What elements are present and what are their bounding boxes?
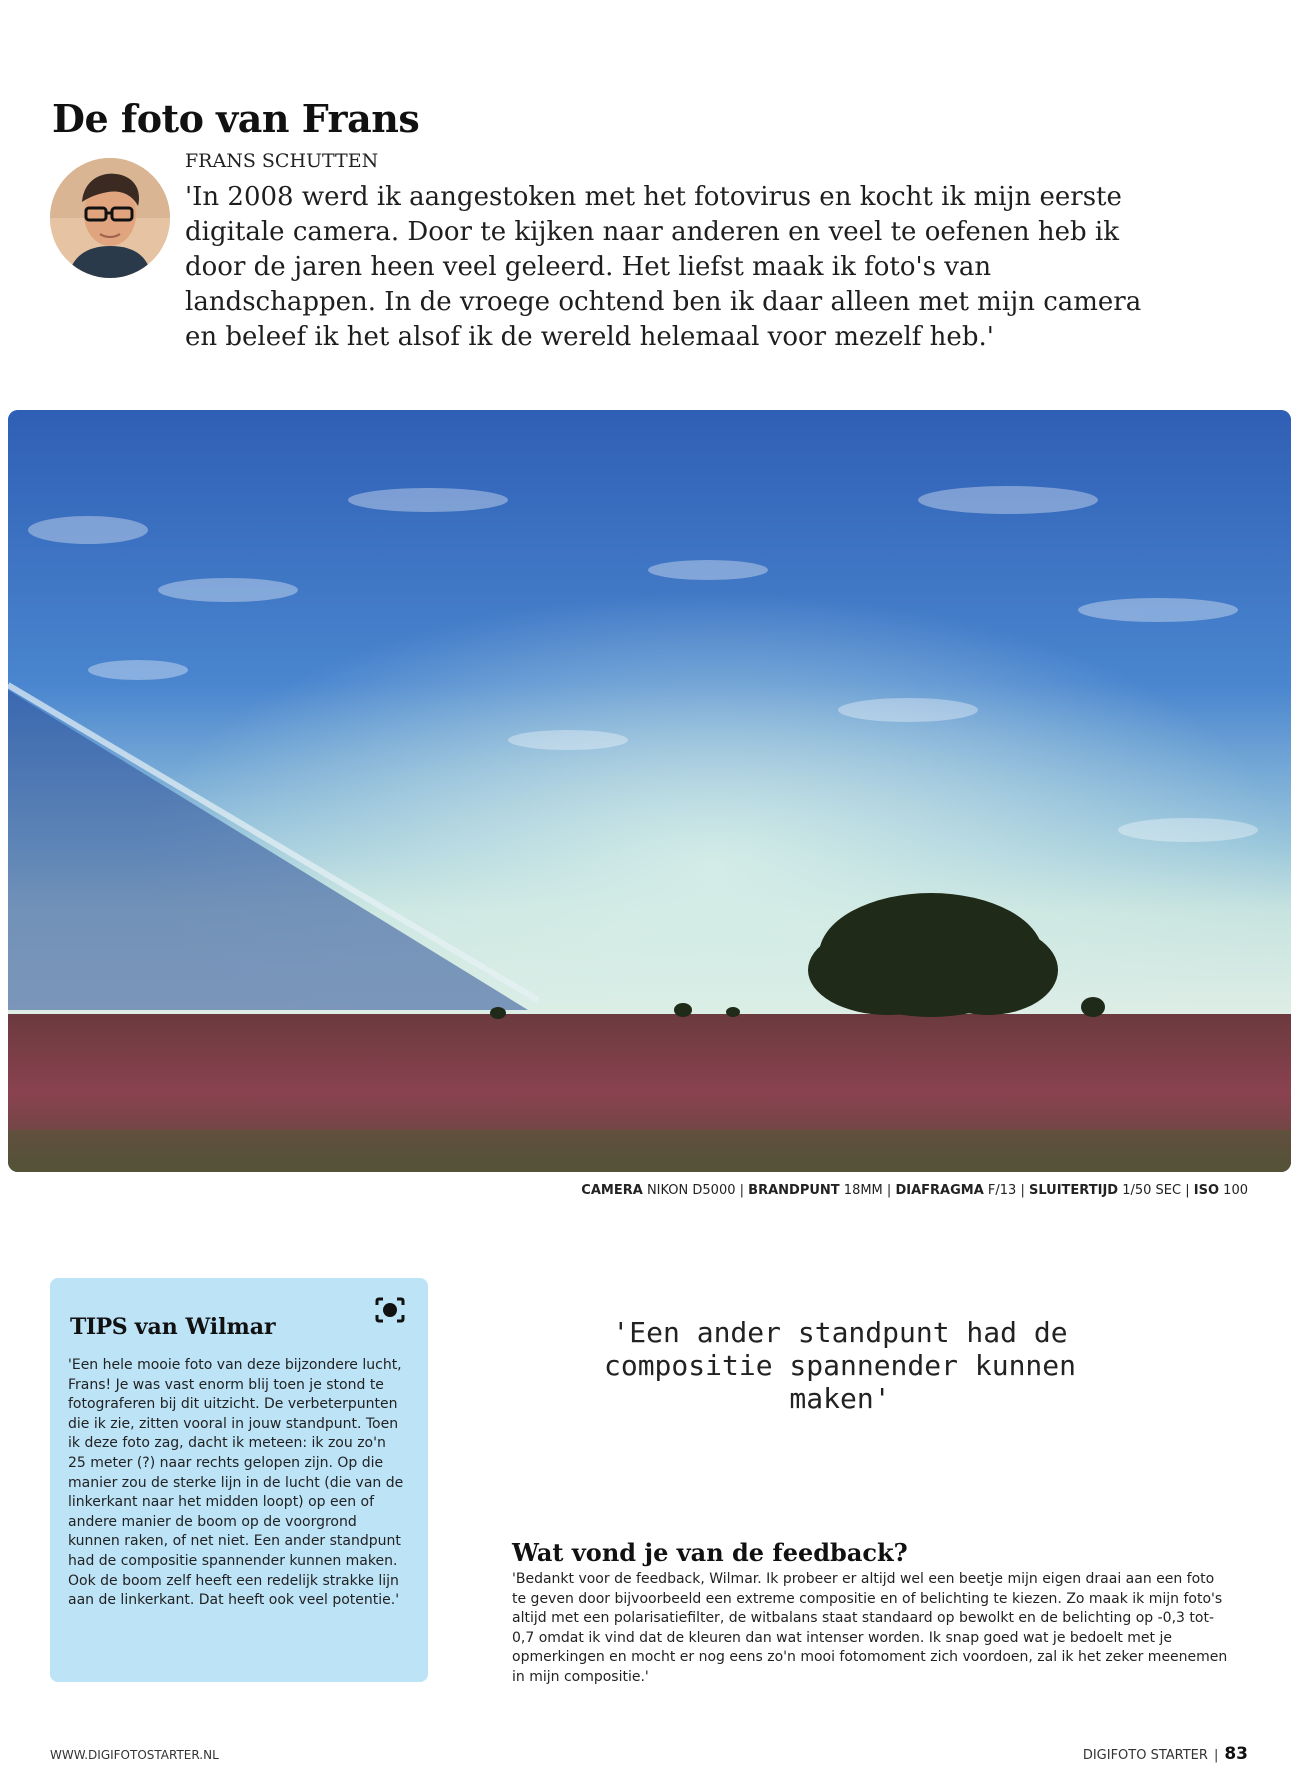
tips-heading-rest: van Wilmar	[134, 1314, 276, 1340]
landscape-photo	[8, 410, 1291, 1172]
exif-label-aperture: DIAFRAGMA	[895, 1183, 984, 1198]
footer-url: WWW.DIGIFOTOSTARTER.NL	[50, 1748, 219, 1762]
pull-quote: 'Een ander standpunt had de compositie spannender kunnen maken'	[603, 1316, 1076, 1415]
exif-value-aperture: F/13	[987, 1183, 1017, 1198]
exif-value-iso: 100	[1223, 1183, 1248, 1198]
magazine-name: DIGIFOTO STARTER	[1082, 1748, 1208, 1763]
exif-label-camera: CAMERA	[581, 1183, 643, 1198]
author-name: FRANS SCHUTTEN	[185, 150, 379, 172]
exif-separator: |	[886, 1183, 892, 1198]
author-avatar	[50, 158, 170, 278]
tips-heading	[70, 1314, 276, 1340]
landscape-illustration	[8, 410, 1291, 1172]
footer-separator: |	[1213, 1748, 1219, 1763]
photo-exif-caption	[581, 1183, 1248, 1198]
exif-separator: |	[739, 1183, 745, 1198]
intro-quote: 'In 2008 werd ik aangestoken met het fotovirus en kocht ik mijn eerste digitale camera. Door te kijken naar anderen en veel te oefenen heb ik door de jaren heen veel geleerd. Het liefst maak ik foto's van landschappen. In de vroege ochtend ben ik daar alleen met mijn camera en beleef ik het alsof ik de wereld helemaal voor mezelf heb.'	[185, 182, 1142, 352]
exif-value-focal: 18MM	[843, 1183, 883, 1198]
feedback-body: 'Bedankt voor de feedback, Wilmar. Ik probeer er altijd wel een beetje mijn eigen draai aan een foto te geven door bijvoorbeeld een extreme compositie en of belichting te kiezen. Zo maak ik mijn foto's altijd met een polarisatiefilter, de witbalans staat standaard op bewolkt en de belichting op -0,3 tot-0,7 omdat ik vind dat de kleuren dan wat intenser worden. Ik snap goed wat je bedoelt met je opmerkingen en mocht er nog eens zo'n mooi fotomoment zich voordoen, zal ik het zeker meenemen in mijn compositie.'	[512, 1571, 1228, 1685]
footer-magazine	[1083, 1744, 1248, 1764]
article-title: De foto van Frans	[52, 96, 420, 141]
camera-focus-icon	[374, 1296, 406, 1324]
tips-box	[50, 1278, 428, 1682]
exif-label-focal: BRANDPUNT	[748, 1183, 840, 1198]
tips-body: 'Een hele mooie foto van deze bijzondere lucht, Frans! Je was vast enorm blij toen je stond te fotograferen bij dit uitzicht. De verbeterpunten die ik zie, zitten vooral in jouw standpunt. Toen ik deze foto zag, dacht ik meteen: ik zou zo'n 25 meter (?) naar rechts gelopen zijn. Op die manier zou de sterke lijn in de lucht (die van de linkerkant naar het midden loopt) op een of andere manier de boom op de voorgrond kunnen raken, of net niet. Een ander standpunt had de compositie spannender kunnen maken. Ook de boom zelf heeft een redelijk strakke lijn aan de linkerkant. Dat heeft ook veel potentie.'	[68, 1357, 404, 1609]
exif-label-iso: ISO	[1193, 1183, 1220, 1198]
exif-separator: |	[1185, 1183, 1190, 1198]
page-number: 83	[1224, 1744, 1248, 1764]
exif-label-shutter: SLUITERTIJD	[1028, 1183, 1119, 1198]
tips-heading-strong: TIPS	[70, 1314, 128, 1340]
exif-separator: |	[1020, 1183, 1025, 1198]
exif-value-camera: NIKON D5000	[646, 1183, 736, 1198]
exif-value-shutter: 1/50 SEC	[1122, 1183, 1182, 1198]
feedback-heading: Wat vond je van de feedback?	[512, 1538, 908, 1567]
